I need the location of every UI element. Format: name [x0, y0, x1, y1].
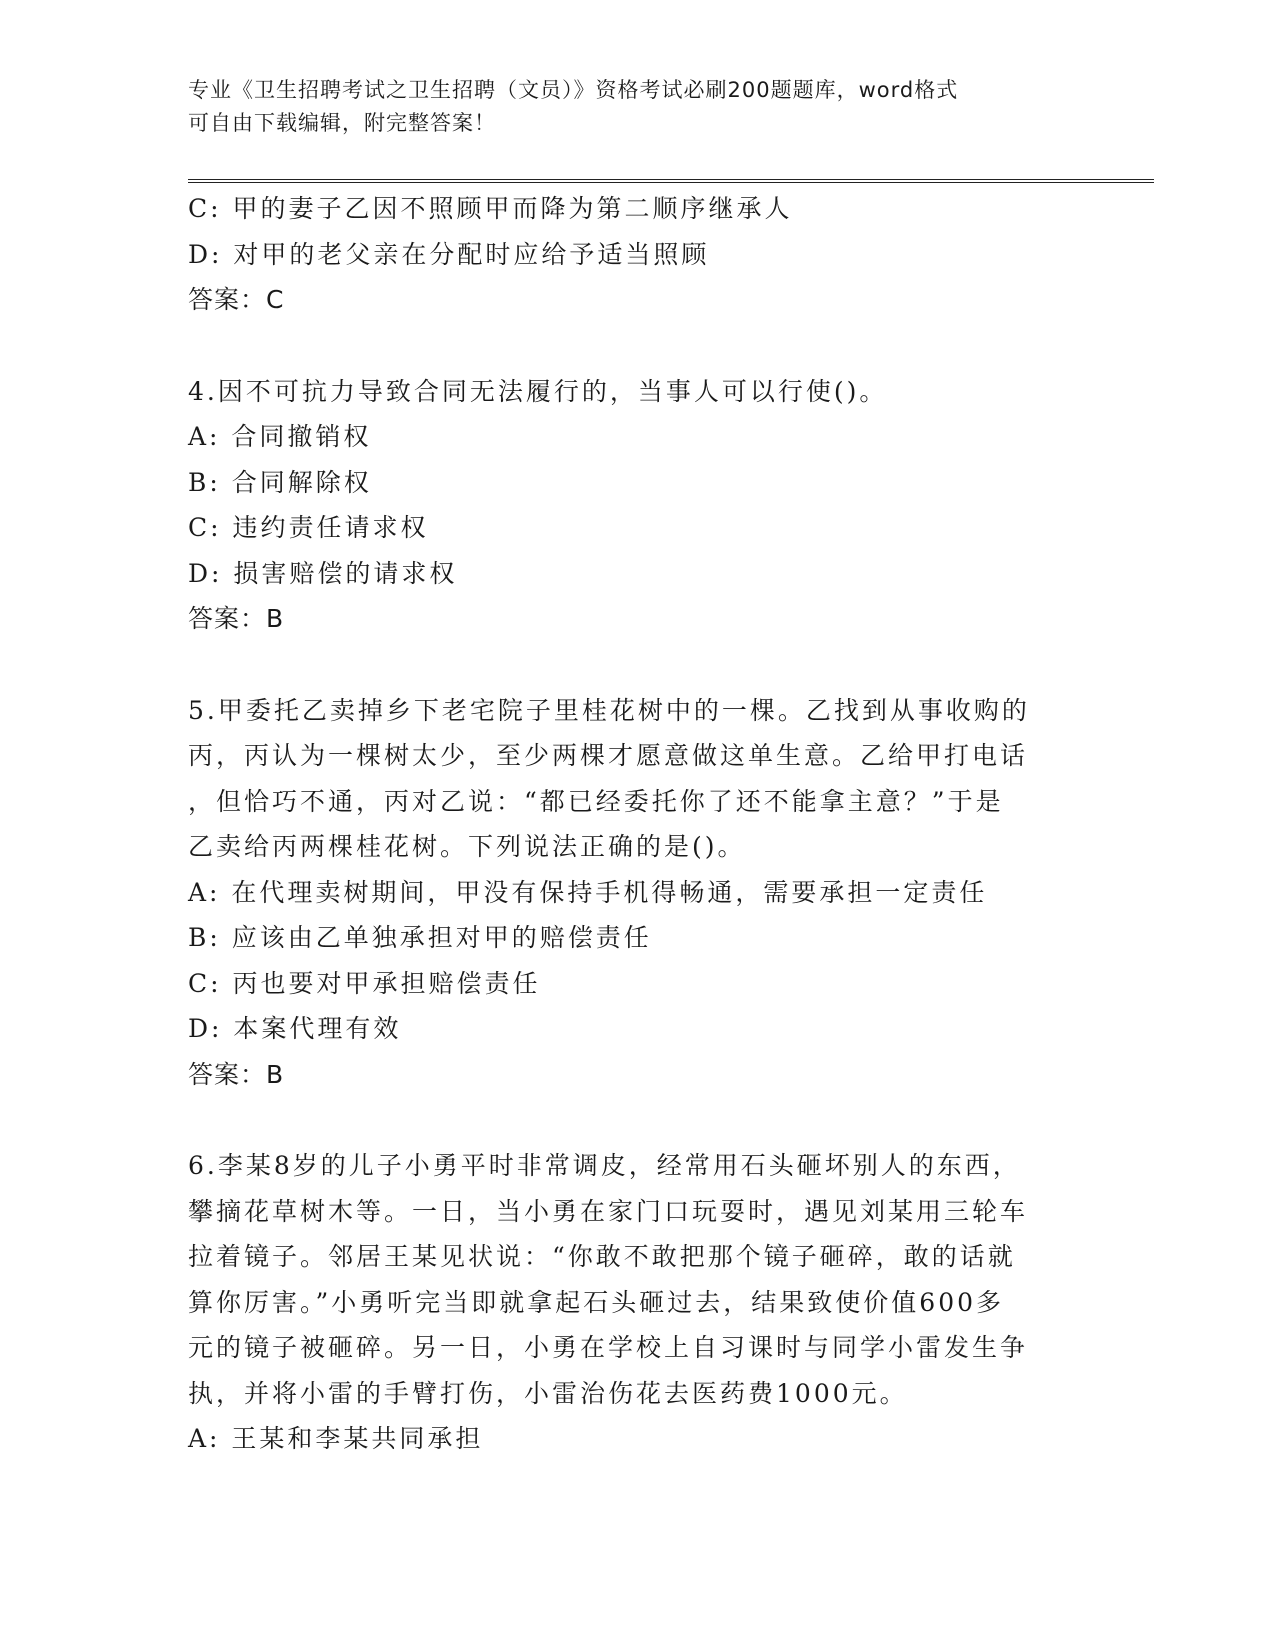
stem-line: 乙卖给丙两棵桂花树。下列说法正确的是()。 — [188, 832, 746, 861]
option-c: C: 违约责任请求权 — [188, 513, 429, 542]
option-d: D: 本案代理有效 — [188, 1014, 402, 1043]
question-stem — [188, 1143, 1068, 1416]
question-stem: 4.因不可抗力导致合同无法履行的，当事人可以行使()。 — [188, 376, 888, 406]
option-a: A: 在代理卖树期间，甲没有保持手机得畅通，需要承担一定责任 — [188, 877, 988, 907]
option-a: A: 王某和李某共同承担 — [188, 1424, 484, 1453]
header-title-line-1: 专业《卫生招聘考试之卫生招聘（文员）》资格考试必刷200题题库，word格式 — [188, 78, 959, 102]
option-b: B: 应该由乙单独承担对甲的赔偿责任 — [188, 923, 652, 952]
question-5 — [188, 688, 1068, 1098]
answer: 答案：B — [188, 604, 285, 633]
stem-line: 丙，丙认为一棵树太少，至少两棵才愿意做这单生意。乙给甲打电话 — [188, 741, 1029, 770]
answer: 答案：B — [188, 1059, 285, 1089]
stem-line: 5.甲委托乙卖掉乡下老宅院子里桂花树中的一棵。乙找到从事收购的 — [188, 695, 1030, 725]
question-6 — [188, 1143, 1068, 1462]
answer: 答案：C — [188, 285, 285, 314]
stem-line: 6.李某8岁的儿子小勇平时非常调皮，经常用石头砸坏别人的东西， — [188, 1151, 1021, 1180]
option-d: D: 对甲的老父亲在分配时应给予适当照顾 — [188, 239, 710, 269]
stem-line: ，但恰巧不通，丙对乙说：“都已经委托你了还不能拿主意？”于是 — [188, 786, 1004, 816]
header-title-line-2: 可自由下载编辑，附完整答案！ — [188, 111, 496, 135]
question-4 — [188, 369, 1068, 642]
option-b: B: 合同解除权 — [188, 467, 372, 497]
header-divider — [188, 179, 1154, 183]
stem-line: 执，并将小雷的手臂打伤，小雷治伤花去医药费1000元。 — [188, 1378, 908, 1408]
question-3-tail — [188, 186, 1068, 323]
question-stem — [188, 688, 1068, 870]
option-a: A: 合同撤销权 — [188, 422, 372, 451]
stem-line: 拉着镜子。邻居王某见状说：“你敢不敢把那个镜子砸碎，敢的话就 — [188, 1242, 1016, 1271]
stem-line: 算你厉害。”小勇听完当即就拿起石头砸过去，结果致使价值600多 — [188, 1287, 1005, 1317]
option-c: C: 甲的妻子乙因不照顾甲而降为第二顺序继承人 — [188, 194, 793, 223]
document-header — [188, 74, 1068, 140]
stem-line: 元的镜子被砸碎。另一日，小勇在学校上自习课时与同学小雷发生争 — [188, 1333, 1029, 1362]
option-d: D: 损害赔偿的请求权 — [188, 558, 458, 588]
stem-line: 攀摘花草树木等。一日，当小勇在家门口玩耍时，遇见刘某用三轮车 — [188, 1196, 1029, 1226]
option-c: C: 丙也要对甲承担赔偿责任 — [188, 968, 541, 998]
document-body — [188, 186, 1068, 1462]
